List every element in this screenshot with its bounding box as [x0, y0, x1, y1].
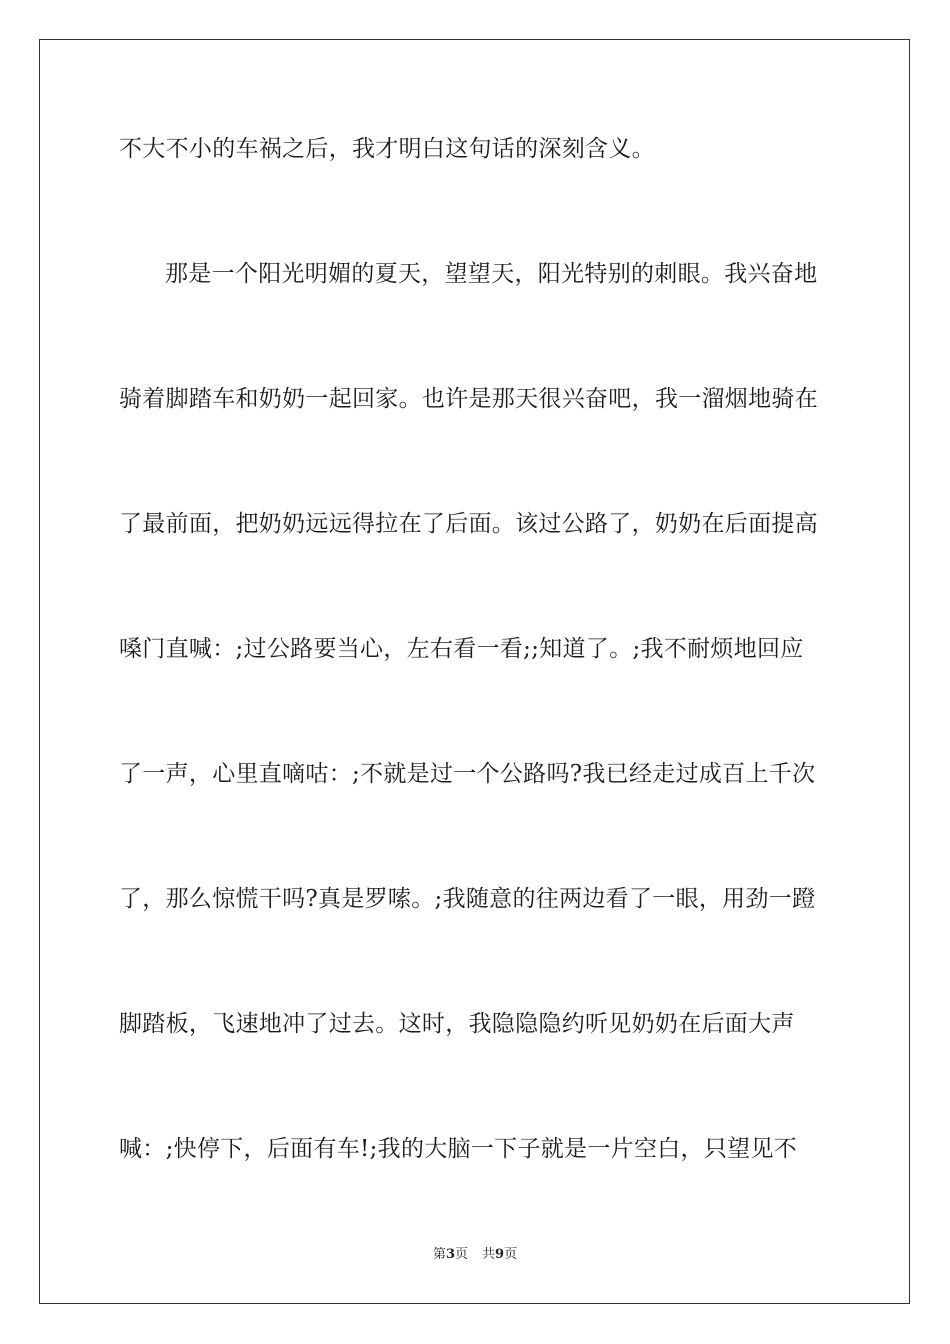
text-line-4: 了最前面，把奶奶远远得拉在了后面。该过公路了，奶奶在后面提高: [119, 511, 818, 537]
footer-page-prefix: 第: [432, 1247, 446, 1262]
text-line-2-paragraph-start: 那是一个阳光明媚的夏天，望望天，阳光特别的刺眼。我兴奋地: [165, 261, 818, 287]
text-line-3: 骑着脚踏车和奶奶一起回家。也许是那天很兴奋吧，我一溜烟地骑在: [119, 386, 818, 412]
page-border: [39, 39, 910, 1304]
text-line-8: 脚踏板，飞速地冲了过去。这时，我隐隐隐约听见奶奶在后面大声: [119, 1011, 795, 1037]
footer-page-current: 3: [445, 1247, 455, 1262]
text-line-6: 了一声，心里直嘀咕：;不就是过一个公路吗?我已经走过成百上千次: [119, 761, 816, 787]
text-line-1: 不大不小的车祸之后，我才明白这句话的深刻含义。: [119, 136, 655, 162]
footer-page-total: 9: [495, 1247, 505, 1262]
footer-total-prefix: 共: [482, 1247, 496, 1262]
footer-total-suffix: 页: [504, 1247, 518, 1262]
text-line-9: 喊：;快停下，后面有车!;我的大脑一下子就是一片空白，只望见不: [119, 1136, 798, 1162]
page-footer: [0, 1246, 950, 1264]
footer-page-suffix: 页: [454, 1247, 468, 1262]
text-line-7: 了，那么惊慌干吗?真是罗嗦。;我随意的往两边看了一眼，用劲一蹬: [119, 886, 816, 912]
text-line-5: 嗓门直喊：;过公路要当心，左右看一看;;知道了。;我不耐烦地回应: [119, 636, 804, 662]
